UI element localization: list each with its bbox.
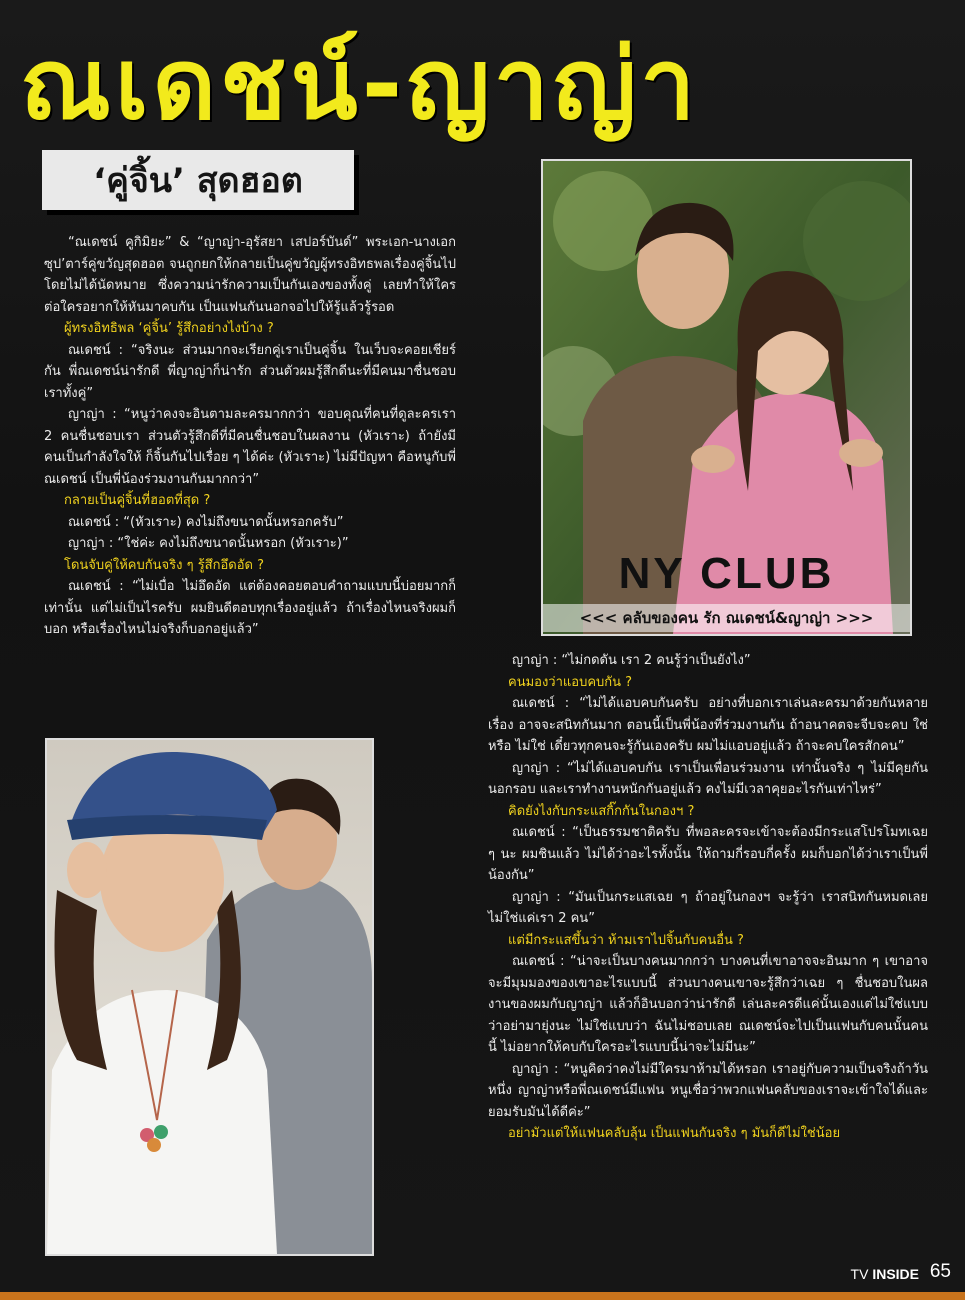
page-number: 65 [929,1261,951,1282]
subtitle-text: ‘คู่จิ้น’ สุดฮอต [93,161,303,201]
article-column-left [44,232,456,641]
answer-4-nadech: ณเดชน์ : “ไม่ได้แอบคบกันครับ อย่างที่บอกเราเล่นละครมาด้วยกันหลายเรื่อง อาจจะสนิทกันมาก ตอนนี้เป็นพี่น้องที่ร่วมงานกัน ถ้าอนาคตจะจีบจะคบ ใช่ หรือ ไม่ใช่ เดี๋ยวทุกคนจะรู้กันเองครับ ผมไม่แอบอยู่แล้ว ถ้าจะคบใครสักคน” [488,696,928,754]
answer-1-yaya: ญาญ่า : “หนูว่าคงจะอินตามละครมากกว่า ขอบคุณที่คนที่ดูละครเรา 2 คนชื่นชอบเรา ส่วนตัวรู้สึกดีที่มีคนชื่นชอบในผลงาน (หัวเราะ) ถ้ายังมีคนเป็นกำลังใจให้ ก็จิ้นกันไปเรื่อย ๆ ได้ค่ะ (หัวเราะ) ไม่มีปัญหา คือหนูกับพี่ณเดชน์ เป็นพี่น้องร่วมงานกันมากกว่า” [44,407,456,487]
question-1: ผู้ทรงอิทธิพล ‘คู่จิ้น’ รู้สึกอย่างไงบ้าง ? [64,321,274,336]
answer-6-nadech: ณเดชน์ : “น่าจะเป็นบางคนมากกว่า บางคนที่เขาอาจจะอินมาก ๆ เขาอาจจะมีมุมมองของเขาอะไรแบบนี้ ส่วนบางคนเขาจะรู้สึกว่าเฉย ๆ ชื่นชอบในผลงานของผมกับญาญ่า แล้วก็อินบอกว่าน่ารักดี เล่นละครดีแค่นั้นเองแต่ไม่ใช่แบบว่าอย่ามายุ่งนะ ไม่ใช่แบบว่า ฉันไม่ชอบเลย ณเดชน์จะไปเป็นแฟนกับคนนั้นคนนี้ ไม่อยากให้คบกับใครอะไรแบบนี้น่าจะไม่มีนะ” [488,954,928,1055]
club-watermark [543,549,910,599]
answer-6-yaya: ญาญ่า : “หนูคิดว่าคงไม่มีใครมาห้ามได้หรอก เราอยู่กับความเป็นจริงถ้าวันหนึ่ง ญาญ่าหรือพี่ณเดชน์มีแฟน หนูเชื่อว่าพวกแฟนคลับของเราจะเข้าใจได้และยอมรับมันได้ดีค่ะ” [488,1061,928,1120]
answer-4-yaya: ญาญ่า : “ไม่ได้แอบคบกัน เราเป็นเพื่อนร่วมงาน เท่านั้นจริง ๆ ไม่มีคุยกันนอกรอบ และเราทำงานหนักกันอยู่แล้ว คงไม่มีเวลาคุยอะไรกันเท่าไหร่” [488,760,928,797]
subtitle-box [42,150,354,210]
couple-photo-top [541,159,912,636]
article-column-right [488,650,928,1145]
question-6: แต่มีกระแสขึ้นว่า ห้ามเราไปจิ้นกับคนอื่น ? [508,932,744,948]
magazine-name [851,1266,919,1282]
question-4: คนมองว่าแอบคบกัน ? [508,674,633,690]
answer-5-nadech: ณเดชน์ : “เป็นธรรมชาติครับ ที่พอละครจะเข้าจะต้องมีกระแสโปรโมทเฉย ๆ นะ ผมชินแล้ว ไม่ได้ว่าอะไรทั้งนั้น ให้ถามกี่รอบกี่ครั้ง ผมก็บอกได้ว่าเราเป็นพี่น้องกัน” [488,825,928,883]
answer-2-nadech: ณเดชน์ : “(หัวเราะ) คงไม่ถึงขนาดนั้นหรอกครับ” [68,514,344,530]
answer-3-yaya: ญาญ่า : “ไม่กดดัน เรา 2 คนรู้ว่าเป็นยังไง” [512,653,751,668]
closing-line: อย่ามัวแต่ให้แฟนคลับลุ้น เป็นแฟนกันจริง ๆ มันก็ดีไม่ใช่น้อย [508,1126,841,1141]
intro-paragraph: “ณเดชน์ คูกิมิยะ” & “ญาญ่า-อุรัสยา เสปอร์บันด์” พระเอก-นางเอกซุป’ตาร์คู่ขวัญสุดฮอต จนถูกยกให้กลายเป็นคู่ขวัญผู้ทรงอิทธพลเรื่องคู่จิ้นไปโดยไม่ได้นัดหมาย ซึ่งความน่ารักความเป็นกันเองของทั้งคู่ เลยทำให้ใครต่อใครอยากให้หันมาคบกัน เป็นแฟนกันนอกจอไปให้รู้แล้วรู้รอด [44,235,456,315]
question-3: โดนจับคู่ให้คบกันจริง ๆ รู้สึกอึดอัด ? [64,557,265,573]
bottom-rule [0,1292,965,1300]
question-5: คิดยังไงกับกระแสกิ๊กกันในกองฯ ? [508,803,695,819]
club-watermark-text: NY CLUB [618,549,835,598]
magazine-tv: TV [850,1266,869,1282]
answer-3-nadech: ณเดชน์ : “ไม่เบื่อ ไม่อึดอัด แต่ต้องคอยตอบคำถามแบบนี้บ่อยมากก็เท่านั้น แต่ไม่เป็นไรครับ ผมยินดีตอบทุกเรื่องอยู่แล้ว ถ้าเรื่องไหนจริงผมก็บอก หรือเรื่องไหนไม่จริงก็บอกอยู่แล้ว” [44,579,456,637]
question-2: กลายเป็นคู่จิ้นที่ฮอตที่สุด ? [64,493,211,508]
answer-5-yaya: ญาญ่า : “มันเป็นกระแสเฉย ๆ ถ้าอยู่ในกองฯ จะรู้ว่า เราสนิทกันหมดเลย ไม่ใช่แค่เรา 2 คน” [488,889,928,926]
magazine-inside: INSIDE [872,1266,919,1282]
couple-photo-bottom [45,738,374,1256]
answer-2-yaya: ญาญ่า : “ใช่ค่ะ คงไม่ถึงขนาดนั้นหรอก (หัวเราะ)” [68,536,349,551]
club-watermark-sub: <<< คลับของคน รัก ณเดชน์&ญาญ่า >>> [543,604,910,632]
couple-illustration-bottom [47,740,372,1254]
answer-1-nadech: ณเดชน์ : “จริงนะ ส่วนมากจะเรียกคู่เราเป็นคู่จิ้น ในเว็บจะคอยเชียร์กัน พี่ณเดชน์น่ารักดี พี่ญาญ่าก็น่ารัก ส่วนตัวผมรู้สึกดีนะที่มีคนมาชื่นชอบเราทั้งคู่” [44,342,456,401]
headline-title: ณเดชน์-ญาญ่า [20,28,700,142]
